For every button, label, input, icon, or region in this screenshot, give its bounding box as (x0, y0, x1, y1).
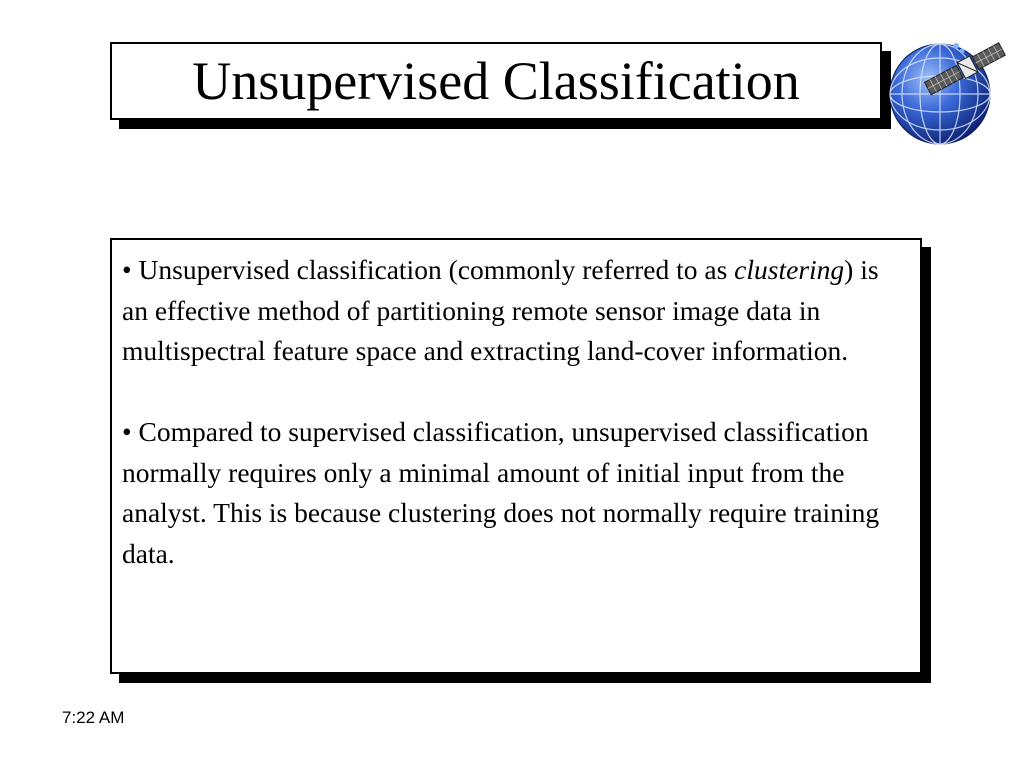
bullet-text: Compared to supervised classification, unsupervised classification normally requires only a minimal amount of initial input from the analyst. This is because clustering does not normally require training data. (122, 416, 880, 569)
globe-satellite-icon (880, 24, 1010, 150)
content-box (110, 238, 922, 674)
bullet-marker: • (122, 254, 132, 285)
bullet-italic-term: clustering (734, 254, 845, 285)
slide-title: Unsupervised Classification (192, 51, 800, 111)
bullet-paragraph (122, 250, 908, 372)
bullet-marker: • (122, 416, 132, 447)
title-box (110, 42, 882, 120)
bullet-text: Unsupervised classification (commonly referred to as (131, 254, 735, 285)
bullet-text: ) is an effective method of partitioning remote sensor image data in multispectral feature space and extracting land-cover information. (122, 254, 879, 366)
bullet-paragraph (122, 412, 908, 574)
footer-time: 7:22 AM (62, 708, 125, 727)
